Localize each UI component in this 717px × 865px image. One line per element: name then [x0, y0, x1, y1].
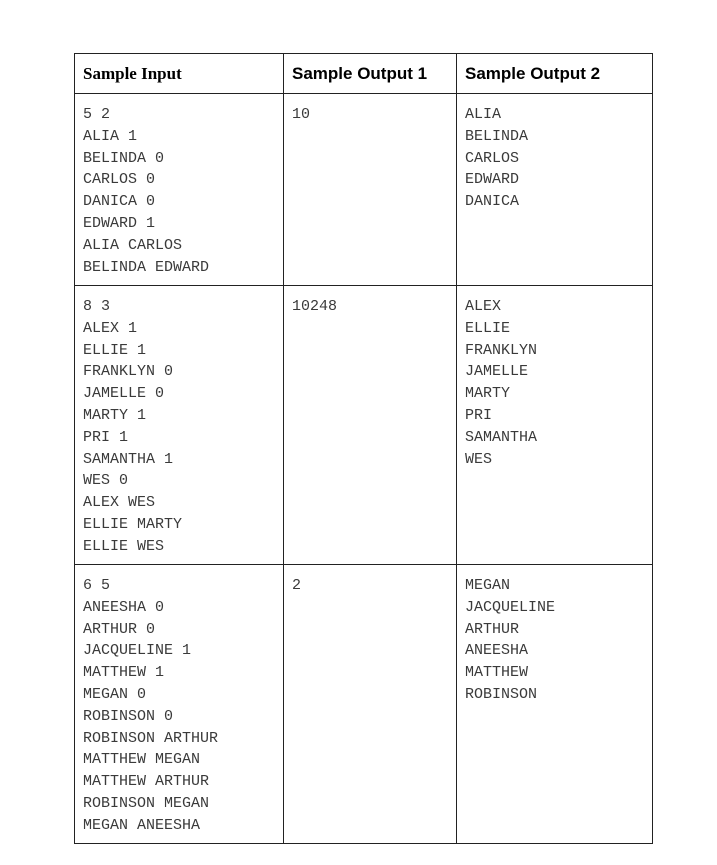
- text-line: ELLIE MARTY: [83, 515, 183, 533]
- sample-3-input-cell: [75, 565, 284, 844]
- sample-row-2: [75, 286, 653, 565]
- text-line: 2: [292, 577, 302, 594]
- text-line: BELINDA 0: [83, 149, 165, 167]
- text-line: MEGAN ANEESHA: [83, 816, 201, 834]
- text-line: MEGAN 0: [83, 685, 147, 703]
- text-line: FRANKLYN: [465, 341, 538, 359]
- sample-3-output-2: [465, 575, 644, 706]
- sample-1-output-1: [292, 104, 448, 126]
- text-line: EDWARD 1: [83, 214, 156, 232]
- text-line: 8 3: [83, 298, 111, 315]
- text-line: MATTHEW 1: [83, 664, 165, 682]
- text-line: SAMANTHA 1: [83, 450, 174, 468]
- text-line: ELLIE 1: [83, 341, 147, 359]
- text-line: PRI 1: [83, 428, 129, 446]
- text-line: CARLOS 0: [83, 171, 156, 189]
- text-line: ALIA CARLOS: [83, 236, 183, 254]
- header-row: [75, 54, 653, 94]
- text-line: WES: [465, 450, 493, 468]
- text-line: ELLIE: [465, 319, 511, 337]
- sample-1-input: [83, 104, 275, 278]
- text-line: SAMANTHA: [465, 428, 538, 446]
- header-sample-output-2: Sample Output 2: [457, 54, 653, 94]
- text-line: MARTY: [465, 385, 511, 403]
- text-line: ALEX WES: [83, 494, 156, 512]
- sample-2-output-2: [465, 296, 644, 470]
- sample-3-input: [83, 575, 275, 837]
- text-line: ALEX: [465, 298, 502, 315]
- sample-1-input-cell: [75, 94, 284, 286]
- sample-2-output-1-cell: [284, 286, 457, 565]
- text-line: MARTY 1: [83, 406, 147, 424]
- text-line: DANICA 0: [83, 193, 156, 211]
- sample-1-output-2-cell: [457, 94, 653, 286]
- header-sample-input: Sample Input: [75, 54, 284, 94]
- sample-3-output-1: [292, 575, 448, 597]
- text-line: BELINDA: [465, 127, 529, 145]
- text-line: ALEX 1: [83, 319, 138, 337]
- text-line: JACQUELINE: [465, 598, 556, 616]
- text-line: CARLOS: [465, 149, 520, 167]
- text-line: ARTHUR 0: [83, 620, 156, 638]
- header-sample-output-1: Sample Output 1: [284, 54, 457, 94]
- text-line: PRI: [465, 406, 493, 424]
- text-line: JAMELLE: [465, 363, 529, 381]
- text-line: FRANKLYN 0: [83, 363, 174, 381]
- samples-table: [74, 53, 653, 844]
- text-line: BELINDA EDWARD: [83, 258, 210, 276]
- text-line: 6 5: [83, 577, 111, 594]
- text-line: DANICA: [465, 193, 520, 211]
- text-line: JACQUELINE 1: [83, 642, 192, 660]
- text-line: ALIA: [465, 106, 502, 123]
- text-line: ROBINSON ARTHUR: [83, 729, 219, 747]
- text-line: MEGAN: [465, 577, 511, 594]
- sample-row-1: [75, 94, 653, 286]
- sample-1-output-1-cell: [284, 94, 457, 286]
- text-line: 5 2: [83, 106, 111, 123]
- text-line: ELLIE WES: [83, 537, 165, 555]
- text-line: EDWARD: [465, 171, 520, 189]
- sample-2-output-2-cell: [457, 286, 653, 565]
- text-line: ROBINSON 0: [83, 707, 174, 725]
- text-line: 10248: [292, 298, 338, 315]
- sample-2-input: [83, 296, 275, 558]
- sample-3-output-2-cell: [457, 565, 653, 844]
- sample-row-3: [75, 565, 653, 844]
- text-line: ARTHUR: [465, 620, 520, 638]
- sample-1-output-2: [465, 104, 644, 213]
- text-line: ALIA 1: [83, 127, 138, 145]
- text-line: MATTHEW ARTHUR: [83, 773, 210, 791]
- sample-2-output-1: [292, 296, 448, 318]
- text-line: ROBINSON MEGAN: [83, 794, 210, 812]
- text-line: MATTHEW MEGAN: [83, 751, 201, 769]
- text-line: JAMELLE 0: [83, 385, 165, 403]
- text-line: ANEESHA 0: [83, 598, 165, 616]
- text-line: ANEESHA: [465, 642, 529, 660]
- sample-3-output-1-cell: [284, 565, 457, 844]
- sample-2-input-cell: [75, 286, 284, 565]
- text-line: 10: [292, 106, 311, 123]
- text-line: MATTHEW: [465, 664, 529, 682]
- text-line: WES 0: [83, 472, 129, 490]
- text-line: ROBINSON: [465, 685, 538, 703]
